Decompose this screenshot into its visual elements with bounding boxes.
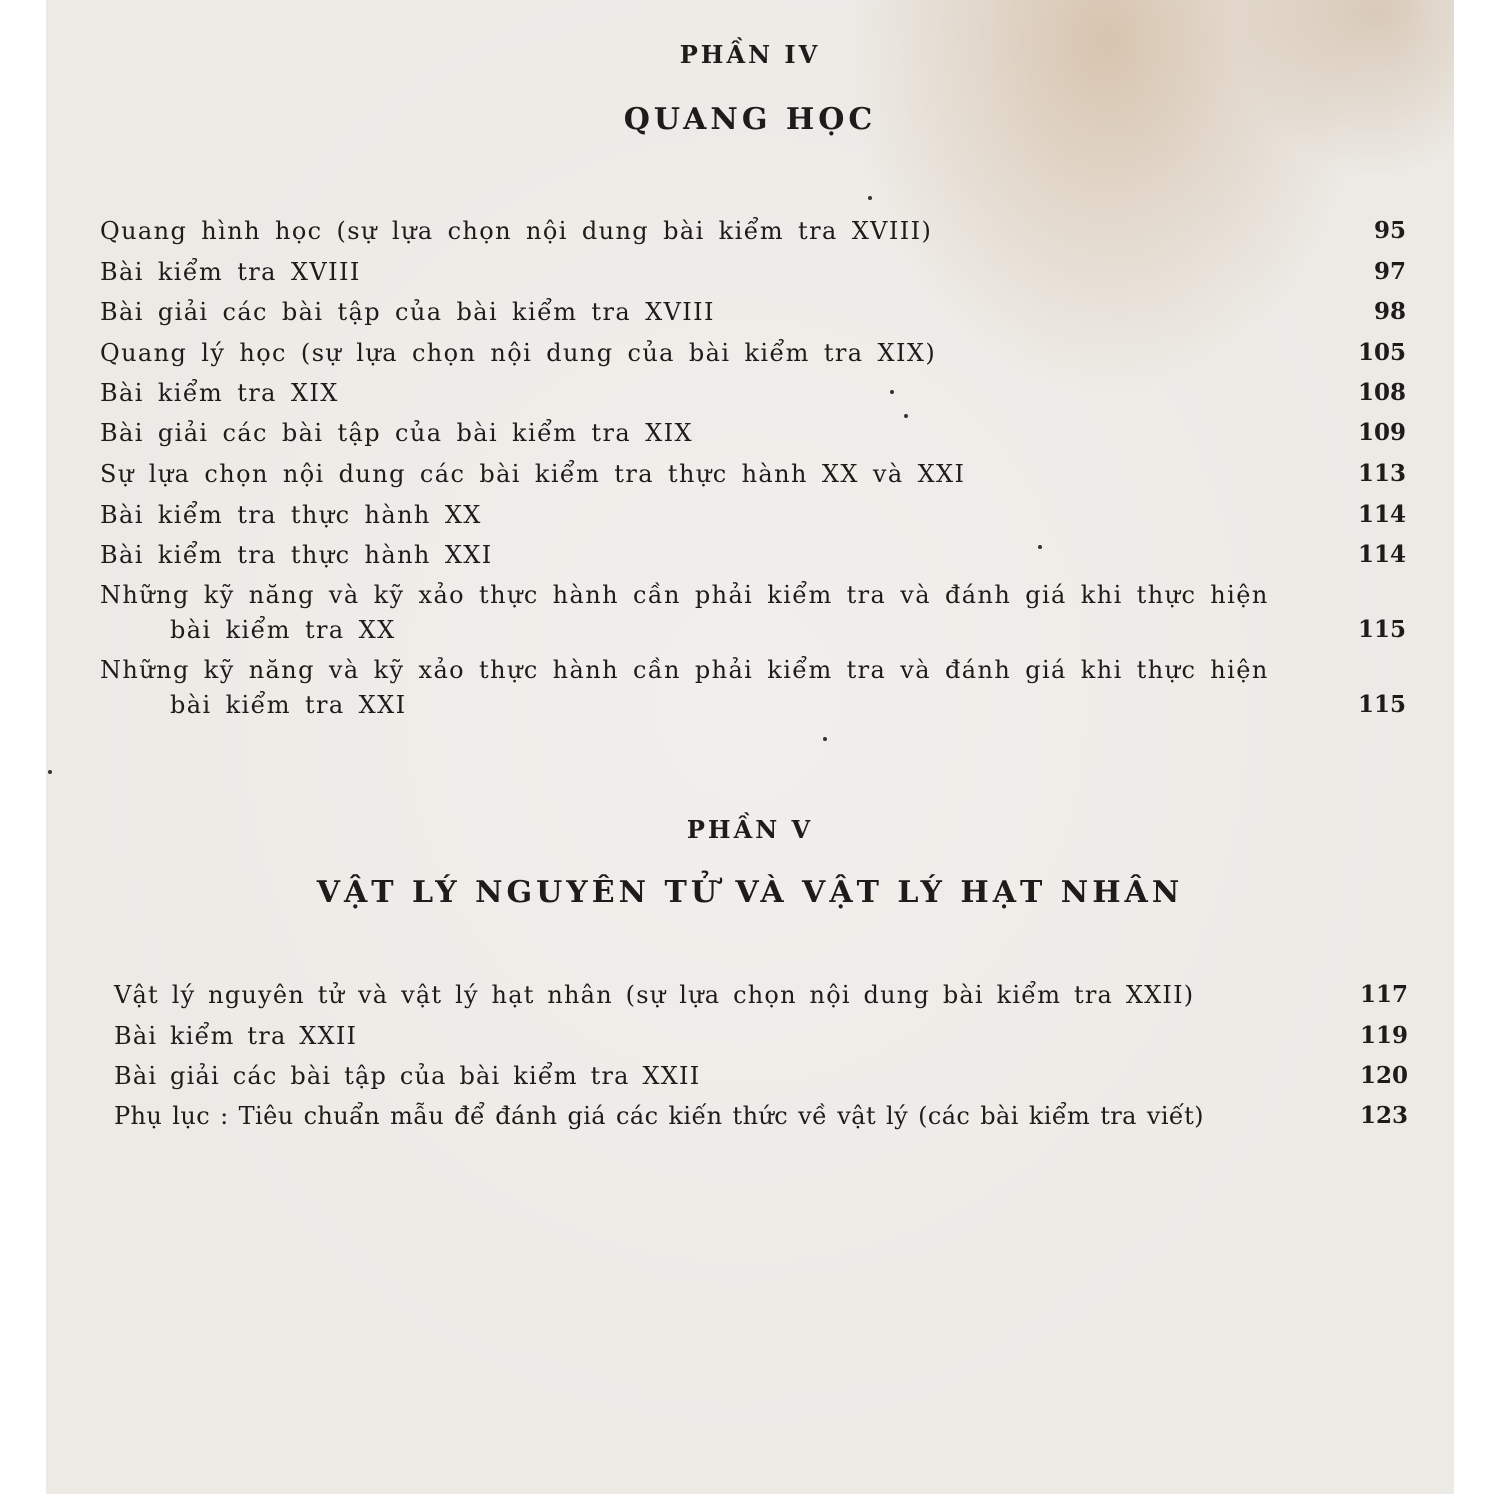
toc-entry-title: Quang hình học (sự lựa chọn nội dung bài kiểm tra XVIII): [100, 217, 933, 245]
toc-entry-title: Vật lý nguyên tử và vật lý hạt nhân (sự lựa chọn nội dung bài kiểm tra XXII): [114, 981, 1195, 1009]
toc-entry-page: 115: [1357, 616, 1406, 643]
toc-entry-page: 114: [1357, 501, 1406, 528]
toc-entry-title: Bài giải các bài tập của bài kiểm tra XXII: [114, 1062, 701, 1090]
toc-entry-page: 109: [1357, 419, 1406, 446]
toc-entry-title: Bài kiểm tra XVIII: [100, 258, 361, 286]
toc-entry-title: Quang lý học (sự lựa chọn nội dung của bài kiểm tra XIX): [100, 339, 937, 367]
print-speck: [904, 414, 908, 418]
toc-entry-title: Những kỹ năng và kỹ xảo thực hành cần phải kiểm tra và đánh giá khi thực hiện: [100, 581, 1269, 609]
toc-entry-page: 105: [1357, 339, 1406, 366]
toc-entry-title: Bài kiểm tra XXII: [114, 1022, 358, 1050]
toc-entry-page: 119: [1359, 1022, 1408, 1049]
document-page: [46, 0, 1454, 1494]
toc-entry-page: 97: [1373, 258, 1406, 285]
toc-entry-title: Phụ lục : Tiêu chuẩn mẫu để đánh giá các kiến thức về vật lý (các bài kiểm tra viết): [114, 1102, 1204, 1130]
toc-entry-title-cont: bài kiểm tra XXI: [170, 691, 407, 719]
toc-entry-page: 123: [1359, 1102, 1408, 1129]
toc-entry-title: Sự lựa chọn nội dung các bài kiểm tra thực hành XX và XXI: [100, 460, 966, 488]
toc-entry-title: Bài giải các bài tập của bài kiểm tra XIX: [100, 419, 693, 447]
print-speck: [868, 196, 872, 200]
toc-entry-title: Bài kiểm tra XIX: [100, 379, 339, 407]
toc-entry-page: 113: [1357, 460, 1406, 487]
toc-entry-title: Bài kiểm tra thực hành XX: [100, 501, 482, 529]
part-iv-title: QUANG HỌC: [623, 102, 877, 137]
toc-entry-page: 117: [1359, 981, 1408, 1008]
toc-entry-page: 98: [1373, 298, 1406, 325]
toc-entry-page: 108: [1357, 379, 1406, 406]
toc-entry-page: 115: [1357, 691, 1406, 718]
print-speck: [823, 737, 827, 741]
toc-entry-page: 95: [1373, 217, 1406, 244]
toc-entry-page: 120: [1359, 1062, 1408, 1089]
part-v-title: VẬT LÝ NGUYÊN TỬ VÀ VẬT LÝ HẠT NHÂN: [316, 875, 1184, 910]
toc-entry-page: 114: [1357, 541, 1406, 568]
toc-entry-title: Bài kiểm tra thực hành XXI: [100, 541, 493, 569]
print-speck: [890, 390, 894, 394]
toc-entry-title-cont: bài kiểm tra XX: [170, 616, 396, 644]
print-speck: [48, 770, 52, 774]
toc-entry-title: Bài giải các bài tập của bài kiểm tra XVIII: [100, 298, 715, 326]
toc-entry-title: Những kỹ năng và kỹ xảo thực hành cần phải kiểm tra và đánh giá khi thực hiện: [100, 656, 1269, 684]
print-speck: [1038, 545, 1042, 549]
part-v-label: PHẦN V: [686, 815, 814, 844]
part-iv-label: PHẦN IV: [679, 40, 821, 69]
